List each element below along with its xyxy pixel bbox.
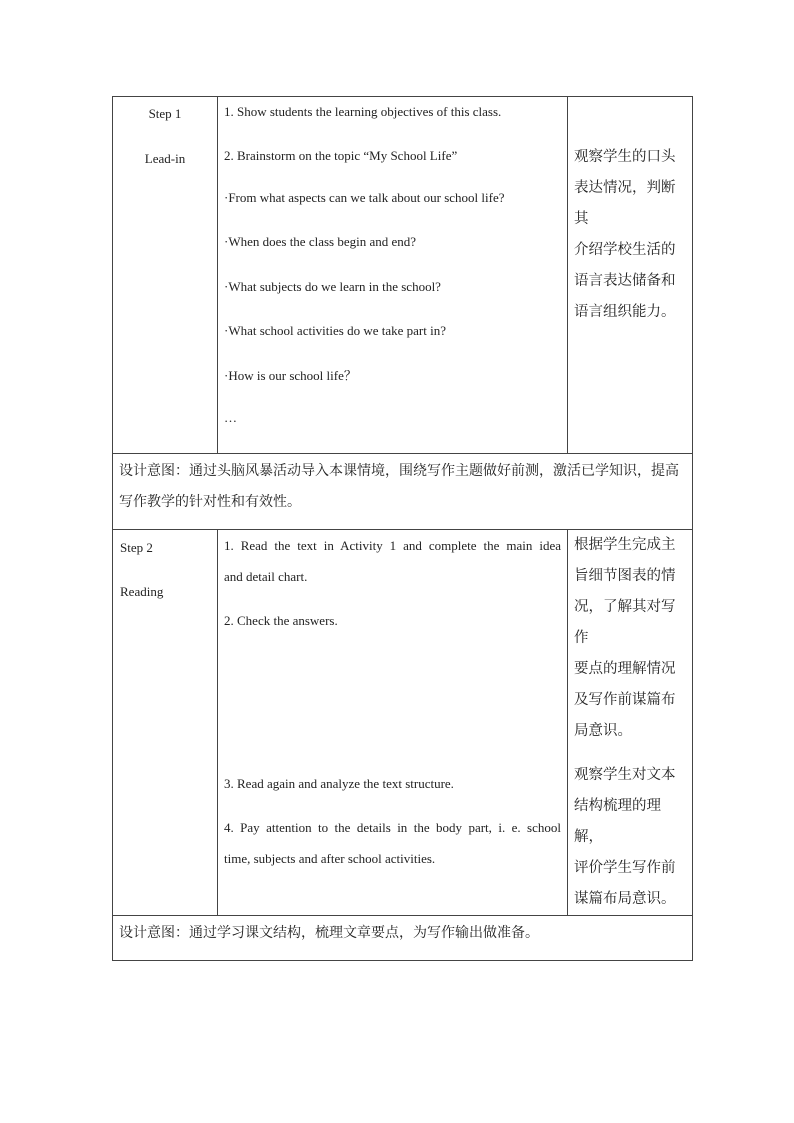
step1-observation-line: 表达情况，判断其	[574, 180, 676, 227]
step1-row	[113, 97, 693, 454]
step2-observation-b-line: 谋篇布局意识。	[574, 891, 676, 907]
step2-observation-a-line: 况，了解其对写作	[574, 599, 676, 646]
step2-observation-b-line: 观察学生对文本	[574, 767, 676, 783]
intent2-line: 设计意图：通过学习课文结构，梳理文章要点，为写作输出做准备。	[119, 925, 539, 941]
step2-step-label: Step 2	[120, 540, 153, 555]
step2-observation-cell	[568, 530, 693, 916]
step1-activity-2: 2. Brainstorm on the topic “My School Life”	[224, 148, 458, 163]
step1-step-label: Step 1	[148, 106, 182, 121]
step2-observation-a-line: 旨细节图表的情	[574, 568, 676, 584]
step2-activity-2: 2. Check the answers.	[224, 613, 338, 628]
step1-question-4: ·What school activities do we take part in?	[224, 323, 447, 338]
step1-observation-cell	[568, 97, 693, 454]
step1-label-cell	[113, 97, 218, 454]
step1-question-3: ·What subjects do we learn in the school?	[224, 279, 441, 294]
step2-observation-b-line: 评价学生写作前	[574, 860, 676, 876]
step2-activities-cell	[218, 530, 568, 916]
step1-observation-line: 介绍学校生活的	[574, 242, 676, 258]
step1-question-1: ·From what aspects can we talk about our school life?	[224, 190, 505, 205]
step2-observation-a-line: 要点的理解情况	[574, 661, 676, 677]
step2-activity-3: 3. Read again and analyze the text structure.	[224, 776, 454, 791]
intent2-row	[113, 916, 693, 961]
step1-observation-line: 语言表达储备和	[574, 273, 676, 289]
step2-observation-b-line: 结构梳理的理解，	[574, 798, 661, 845]
step2-row	[113, 530, 693, 916]
intent1-row	[113, 454, 693, 530]
intent1-cell	[113, 454, 693, 530]
lesson-plan-table	[112, 96, 693, 961]
step2-name-label: Reading	[120, 584, 164, 599]
step1-ellipsis: …	[224, 410, 237, 425]
step2-activity-1-line2: and detail chart.	[224, 569, 308, 584]
step1-name-label: Lead-in	[144, 151, 186, 166]
step1-activities-cell	[218, 97, 568, 454]
step2-observation-a-line: 局意识。	[574, 723, 632, 739]
step2-label-cell	[113, 530, 218, 916]
step1-observation-line: 观察学生的口头	[574, 149, 676, 165]
step2-activity-4-line2: time, subjects and after school activities.	[224, 851, 436, 866]
intent2-cell	[113, 916, 693, 961]
step1-question-2: ·When does the class begin and end?	[224, 234, 417, 249]
step1-activity-1: 1. Show students the learning objectives of this class.	[224, 104, 502, 119]
step2-observation-a-line: 根据学生完成主	[574, 537, 676, 553]
step2-observation-a-line: 及写作前谋篇布	[574, 692, 676, 708]
intent1-line: 写作教学的针对性和有效性。	[119, 494, 301, 510]
step2-activity-4-line1: 4. Pay attention to the details in the body part, i. e. school	[224, 820, 561, 835]
step1-observation-line: 语言组织能力。	[574, 304, 676, 320]
step2-activity-1-line1: 1. Read the text in Activity 1 and complete the main idea	[224, 538, 561, 553]
intent1-line: 设计意图：通过头脑风暴活动导入本课情境，围绕写作主题做好前测，激活已学知识，提高	[119, 463, 679, 479]
step1-question-5: ·How is our school life？	[224, 368, 357, 383]
